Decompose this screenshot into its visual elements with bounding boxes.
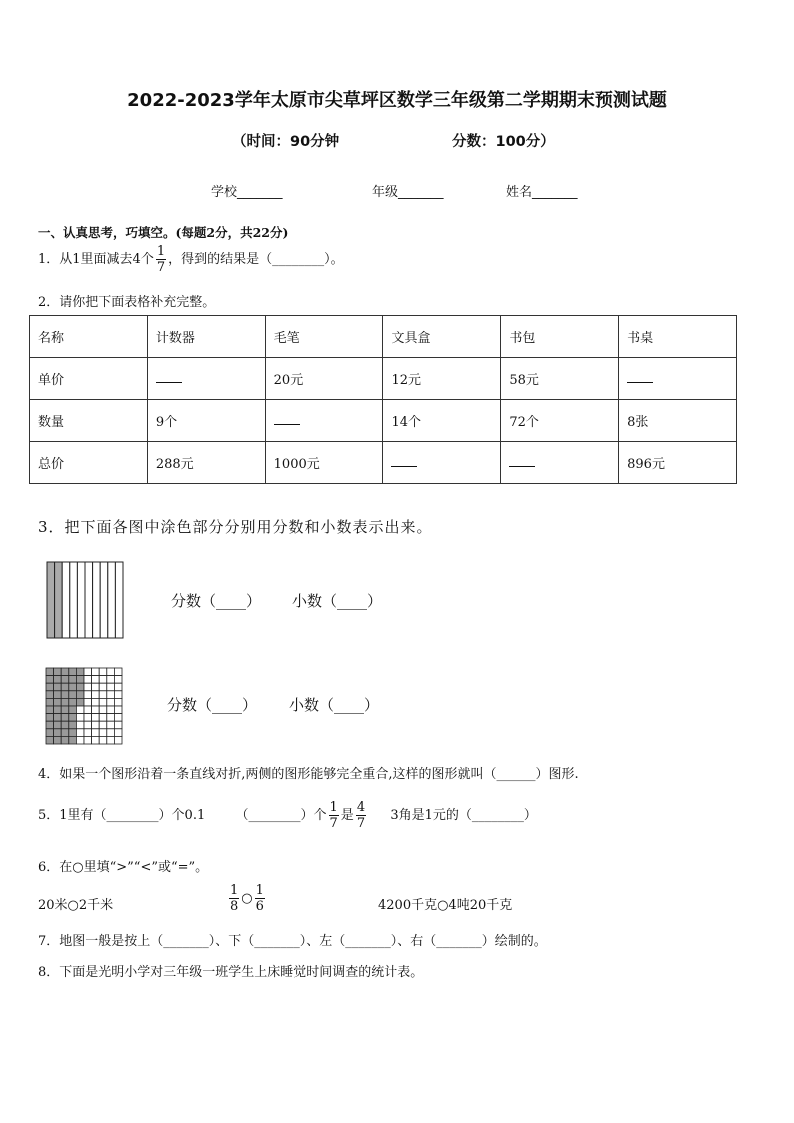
grid-square [107, 706, 115, 714]
grid-square [114, 729, 122, 737]
fig2-decimal[interactable]: 小数（____） [289, 696, 380, 714]
shaded-square [54, 683, 62, 691]
grid-square [84, 706, 92, 714]
shaded-square [61, 698, 69, 706]
grid-square [107, 676, 115, 684]
section-heading: 一、认真思考，巧填空。(每题2分，共22分) [38, 225, 289, 240]
grid-square [99, 714, 107, 722]
grid-square [92, 714, 100, 722]
question-4: 4．如果一个图形沿着一条直线对折,两侧的图形能够完全重合,这样的图形就叫（______）图形. [38, 767, 579, 782]
grid-square [84, 691, 92, 699]
grid-square [92, 676, 100, 684]
q5-part-c[interactable]: 3角是1元的（________） [390, 808, 537, 823]
fig2-fraction[interactable]: 分数（____） [167, 696, 258, 714]
shaded-square [61, 721, 69, 729]
table-cell: 9个 [147, 400, 265, 442]
grid-square [107, 736, 115, 744]
grid-square [84, 683, 92, 691]
shaded-square [54, 721, 62, 729]
strip [115, 562, 123, 638]
school-field[interactable]: 学校_______ [211, 185, 283, 200]
table-cell-blank[interactable] [147, 358, 265, 400]
grid-square [92, 691, 100, 699]
shaded-square [61, 706, 69, 714]
shaded-square [54, 698, 62, 706]
grid-square [84, 721, 92, 729]
shaded-square [54, 736, 62, 744]
table-cell-blank[interactable] [383, 442, 501, 484]
grid-square [92, 683, 100, 691]
shaded-square [69, 736, 77, 744]
exam-score: 分数：100分） [452, 134, 555, 150]
shaded-square [69, 683, 77, 691]
grid-square [92, 706, 100, 714]
grid-square [99, 736, 107, 744]
grid-square [76, 736, 84, 744]
question-5 [38, 800, 537, 831]
question-7: 7．地图一般是按上（_______）、下（_______）、左（_______）、右（_______）绘制的。 [38, 934, 547, 949]
table-cell: 14个 [383, 400, 501, 442]
page-title: 2022-2023学年太原市尖草坪区数学三年级第二学期期末预测试题 [127, 90, 667, 111]
grid-square [99, 676, 107, 684]
grid-square [76, 729, 84, 737]
question-8: 8．下面是光明小学对三年级一班学生上床睡觉时间调查的统计表。 [38, 965, 424, 980]
shaded-square [54, 706, 62, 714]
shaded-square [46, 706, 54, 714]
table-cell: 数量 [30, 400, 148, 442]
grid-square [92, 668, 100, 676]
grid-square [92, 736, 100, 744]
shaded-square [54, 668, 62, 676]
shaded-square [46, 668, 54, 676]
shaded-square [69, 668, 77, 676]
strip [62, 562, 70, 638]
shaded-square [69, 714, 77, 722]
grid-square [76, 706, 84, 714]
table-cell: 20元 [265, 358, 383, 400]
shaded-square [54, 676, 62, 684]
shaded-square [69, 729, 77, 737]
grid-square [114, 714, 122, 722]
shaded-square [76, 698, 84, 706]
grid-square [114, 736, 122, 744]
grid-square [92, 698, 100, 706]
q5-is: 是 [340, 808, 354, 823]
table-cell: 计数器 [147, 316, 265, 358]
shaded-square [61, 691, 69, 699]
grid-square [99, 691, 107, 699]
fraction: $\frac{1}{6}$ [255, 883, 264, 914]
grid-square [107, 714, 115, 722]
exam-time: （时间：90分钟 [232, 134, 340, 150]
strip [85, 562, 93, 638]
shaded-square [46, 721, 54, 729]
shaded-square [69, 698, 77, 706]
grid-square [76, 721, 84, 729]
shaded-square [61, 683, 69, 691]
q6-compare-b[interactable] [227, 883, 267, 914]
grid-square [114, 721, 122, 729]
fraction: $\frac{4}{7}$ [356, 800, 366, 831]
shaded-square [46, 714, 54, 722]
table-cell: 8张 [619, 400, 737, 442]
shaded-square [76, 691, 84, 699]
table-cell: 1000元 [265, 442, 383, 484]
shaded-square [54, 729, 62, 737]
table-cell: 名称 [30, 316, 148, 358]
table-cell-blank[interactable] [619, 358, 737, 400]
shaded-square [61, 736, 69, 744]
table-cell: 书桌 [619, 316, 737, 358]
table-cell: 文具盒 [383, 316, 501, 358]
grid-square [99, 698, 107, 706]
table-row [30, 358, 737, 400]
grid-square [114, 683, 122, 691]
grid-square [107, 691, 115, 699]
table-cell: 72个 [501, 400, 619, 442]
grid-square [84, 729, 92, 737]
grid-square [84, 676, 92, 684]
table-row [30, 400, 737, 442]
grid-square [99, 668, 107, 676]
shaded-square [54, 691, 62, 699]
q1-suffix[interactable]: ，得到的结果是（________）。 [168, 252, 344, 267]
grid-square [84, 714, 92, 722]
fraction: $\frac{1}{7}$ [156, 244, 166, 275]
question-1 [38, 244, 344, 275]
q1-prefix: 1．从1里面减去4个 [38, 252, 154, 267]
shaded-strip [47, 562, 55, 638]
shaded-square [76, 676, 84, 684]
table-cell: 单价 [30, 358, 148, 400]
strip-figure [46, 561, 126, 639]
grid-square [114, 668, 122, 676]
shaded-square [54, 714, 62, 722]
strip [100, 562, 108, 638]
question-6: 6．在○里填“>”“<”或“=”。 [38, 860, 209, 875]
grid-square [114, 676, 122, 684]
table-cell: 书包 [501, 316, 619, 358]
grid-square [107, 668, 115, 676]
strip [70, 562, 78, 638]
price-table [29, 315, 737, 484]
fraction: $\frac{1}{8}$ [230, 883, 239, 914]
q6-compare-c[interactable]: 4200千克○4吨20千克 [378, 898, 513, 913]
table-row [30, 316, 737, 358]
shaded-square [61, 729, 69, 737]
fraction: $\frac{1}{7}$ [329, 800, 338, 831]
table-cell: 12元 [383, 358, 501, 400]
grid-square [84, 668, 92, 676]
table-cell: 288元 [147, 442, 265, 484]
grade-field[interactable]: 年级_______ [372, 185, 444, 200]
grid-square [99, 683, 107, 691]
shaded-square [46, 729, 54, 737]
grid-square [114, 706, 122, 714]
shaded-square [61, 676, 69, 684]
grid-square [76, 714, 84, 722]
table-cell: 58元 [501, 358, 619, 400]
shaded-square [61, 668, 69, 676]
grid-square [114, 698, 122, 706]
shaded-square [46, 736, 54, 744]
table-row [30, 442, 737, 484]
q5-part-b[interactable]: （________）个 [235, 808, 327, 823]
shaded-strip [55, 562, 63, 638]
shaded-square [61, 714, 69, 722]
compare-circle[interactable]: ○ [241, 891, 253, 906]
grid-square [84, 698, 92, 706]
q6-compare-a[interactable]: 20米○2千米 [38, 898, 114, 913]
question-2: 2．请你把下面表格补充完整。 [38, 295, 216, 310]
shaded-square [46, 683, 54, 691]
grid-square [99, 706, 107, 714]
grid-square [84, 736, 92, 744]
question-3: 3．把下面各图中涂色部分分别用分数和小数表示出来。 [38, 518, 433, 536]
table-cell: 896元 [619, 442, 737, 484]
strip [93, 562, 101, 638]
name-field[interactable]: 姓名_______ [506, 185, 578, 200]
grid-square [107, 729, 115, 737]
table-cell: 毛笔 [265, 316, 383, 358]
shaded-square [46, 698, 54, 706]
strip [77, 562, 85, 638]
shaded-square [46, 691, 54, 699]
table-cell: 总价 [30, 442, 148, 484]
grid-square [99, 729, 107, 737]
q5-part-a[interactable]: 5．1里有（________）个0.1 [38, 808, 206, 823]
shaded-square [69, 721, 77, 729]
grid-square [107, 698, 115, 706]
shaded-square [69, 691, 77, 699]
grid-square [114, 691, 122, 699]
fig1-decimal[interactable]: 小数（____） [292, 592, 383, 610]
grid-square [92, 721, 100, 729]
fig1-fraction[interactable]: 分数（____） [171, 592, 262, 610]
table-cell-blank[interactable] [265, 400, 383, 442]
shaded-square [69, 676, 77, 684]
table-cell-blank[interactable] [501, 442, 619, 484]
grid-square [107, 721, 115, 729]
grid-square [107, 683, 115, 691]
shaded-square [76, 683, 84, 691]
shaded-square [69, 706, 77, 714]
grid-square [99, 721, 107, 729]
shaded-square [46, 676, 54, 684]
grid-square [92, 729, 100, 737]
strip [108, 562, 116, 638]
shaded-square [76, 668, 84, 676]
hundred-grid-figure [45, 667, 123, 746]
